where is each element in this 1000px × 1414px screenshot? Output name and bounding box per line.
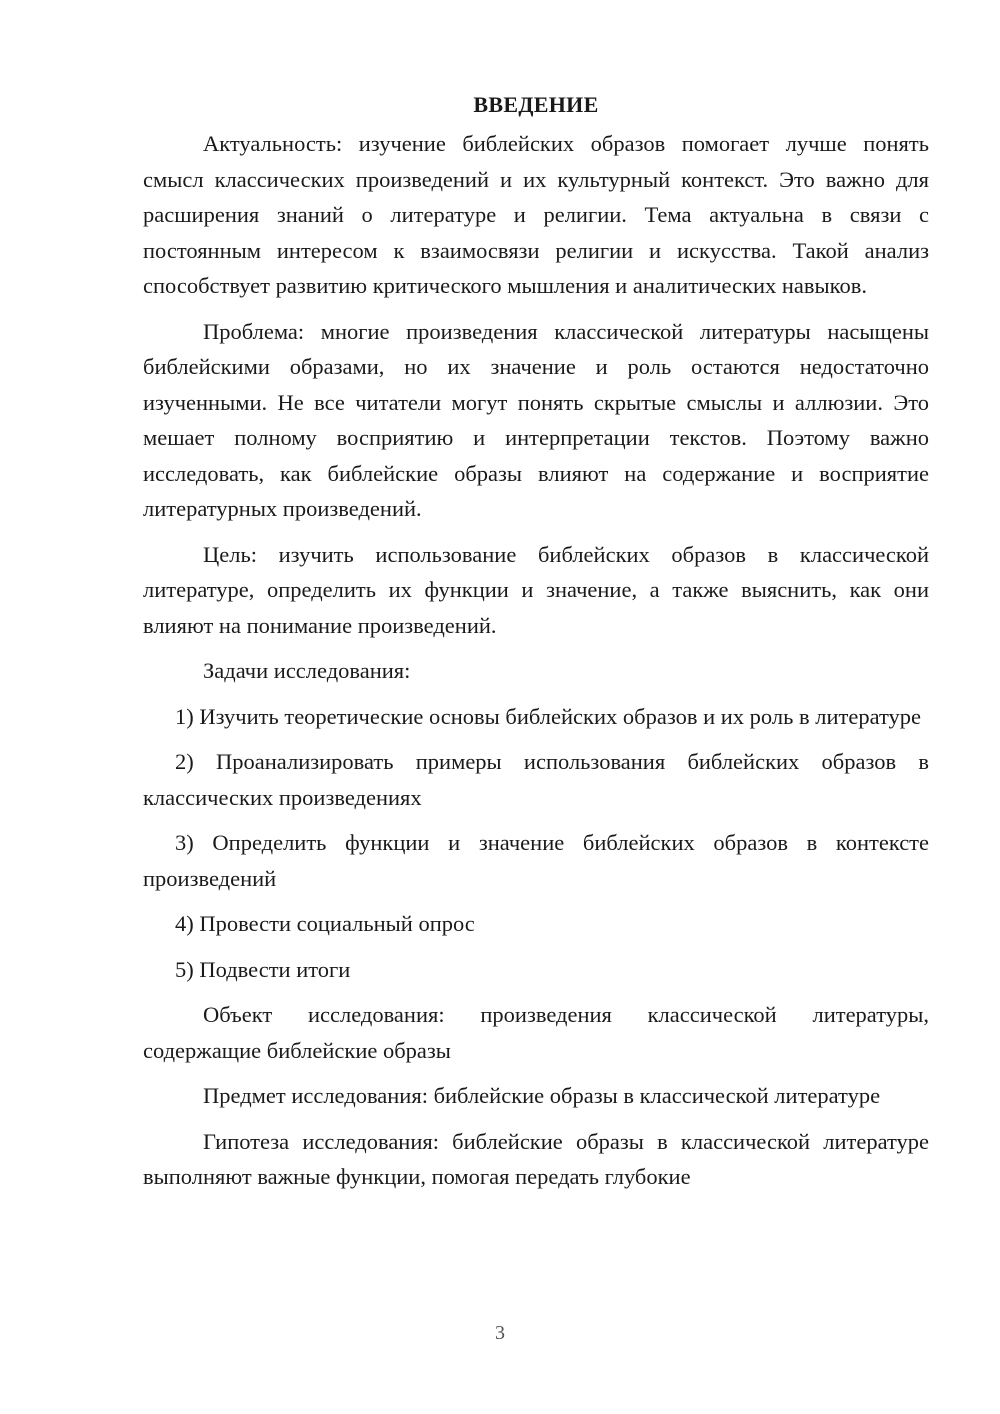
section-heading: ВВЕДЕНИЕ	[473, 92, 599, 117]
paragraph-problem: Проблема: многие произведения классической литературы насыщены библейскими образами, но их значение и роль остаются недостаточно изученными. Не все читатели могут понять скрытые смыслы и аллюзии. Это мешает полному восприятию и интерпретации текстов. Поэтому важно исследовать, как библейские образы влияют на содержание и восприятие литературных произведений.	[143, 318, 929, 521]
list-item: 1) Изучить теоретические основы библейских образов и их роль в литературе	[175, 703, 921, 729]
document-page	[143, 90, 929, 1350]
paragraph-tasks-intro: Задачи исследования:	[203, 658, 411, 683]
list-item: 5) Подвести итоги	[175, 956, 351, 982]
tasks-list	[143, 699, 929, 988]
list-item: 3) Определить функции и значение библейских образов в контексте произведений	[143, 830, 929, 891]
paragraph-subject: Предмет исследования: библейские образы в классической литературе	[203, 1083, 881, 1108]
paragraph-object: Объект исследования: произведения классической литературы, содержащие библейские образы	[143, 1002, 929, 1063]
paragraph-hypothesis: Гипотеза исследования: библейские образы в классической литературе выполняют важные функции, помогая передать глубокие	[143, 1128, 929, 1189]
page-number: 3	[495, 1322, 505, 1344]
paragraph-relevance: Актуальность: изучение библейских образов помогает лучше понять смысл классических произведений и их культурный контекст. Это важно для расширения знаний о литературе и религии. Тема актуальна в связи с постоянным интересом к взаимосвязи религии и искусства. Такой анализ способствует развитию критического мышления и аналитических навыков.	[143, 131, 929, 298]
list-item: 4) Провести социальный опрос	[175, 911, 475, 936]
paragraph-goal: Цель: изучить использование библейских образов в классической литературе, определить их функции и значение, а также выяснить, как они влияют на понимание произведений.	[143, 541, 929, 638]
list-item: 2) Проанализировать примеры использования библейских образов в классических произведениях	[143, 749, 929, 810]
